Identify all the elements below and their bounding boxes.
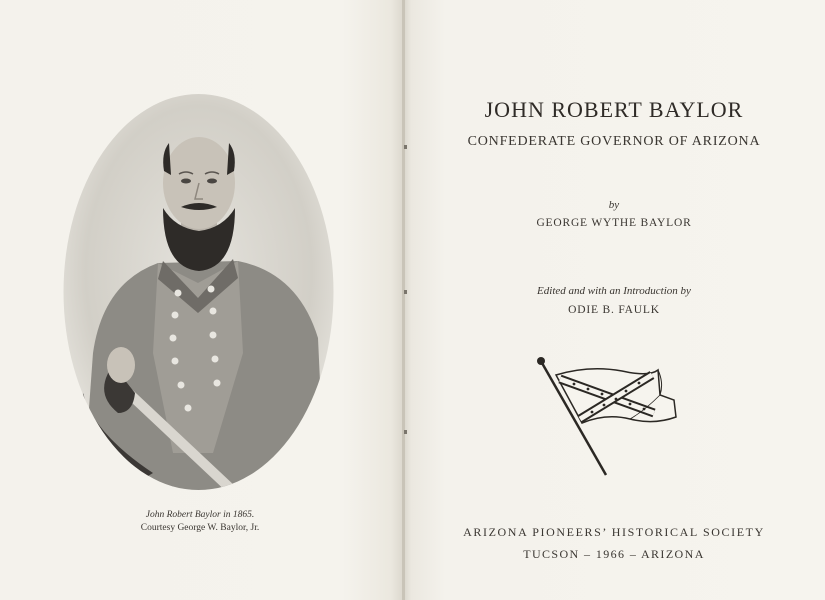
portrait-caption [100,509,300,535]
editor-name: ODIE B. FAULK [568,304,660,316]
publisher-name: ARIZONA PIONEERS’ HISTORICAL SOCIETY [463,525,765,539]
left-page [0,0,403,600]
publication-place-year: TUCSON – 1966 – ARIZONA [523,547,705,561]
edited-line: Edited and with an Introduction by [537,285,691,297]
portrait-photo [63,93,334,491]
book-subtitle: CONFEDERATE GOVERNOR OF ARIZONA [467,134,761,149]
by-line: by [608,199,620,211]
caption-line-2: Courtesy George W. Baylor, Jr. [140,523,260,533]
flag-illustration [534,355,680,479]
book-title: JOHN ROBERT BAYLOR [484,97,744,122]
caption-line-1: John Robert Baylor in 1865. [145,510,255,520]
right-page [403,0,825,600]
author-name: GEORGE WYTHE BAYLOR [536,217,692,229]
